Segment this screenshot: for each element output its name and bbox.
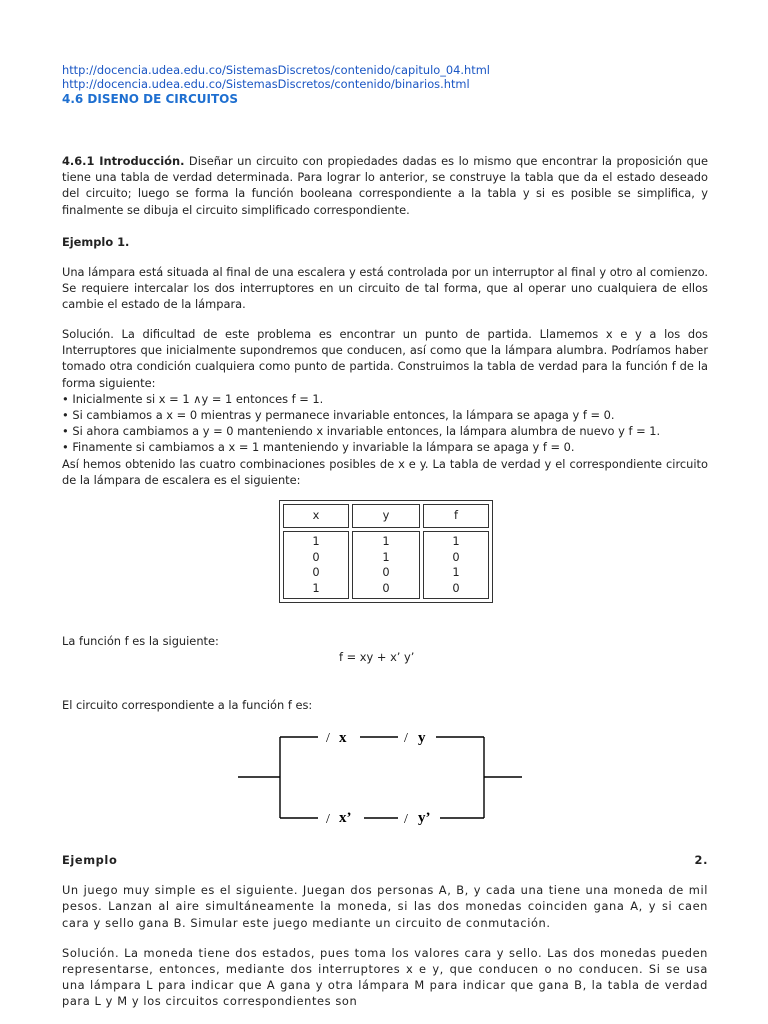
link-capitulo-04[interactable]: http://docencia.udea.edu.co/SistemasDiscretos/contenido/capitulo_04.html	[62, 63, 490, 77]
table-cell: 0	[382, 565, 390, 579]
table-cell: 1	[452, 534, 460, 548]
table-cell: 1	[312, 534, 320, 548]
header-links	[62, 63, 490, 106]
example2-title-word: Ejemplo	[62, 853, 118, 867]
example1-title: Ejemplo 1.	[62, 235, 130, 249]
circuit-intro: El circuito correspondiente a la función f es:	[62, 698, 313, 712]
table-header-y: y	[352, 504, 420, 528]
switch-mark: /	[404, 731, 408, 746]
function-intro: La función f es la siguiente:	[62, 634, 219, 648]
table-column-x	[283, 531, 349, 599]
intro-paragraph	[62, 153, 708, 218]
switch-mark: /	[326, 731, 330, 746]
bullet-2: • Si cambiamos a x = 0 mientras y permanece invariable entonces, la lámpara se apaga y f = 0.	[62, 408, 615, 423]
truth-table	[279, 500, 493, 603]
example2-statement: Un juego muy simple es el siguiente. Juegan dos personas A, B, y cada una tiene una moneda de mil pesos. Lanzan al aire simultáneamente la moneda, si las dos monedas coinciden gana A, y si caen cara y sello gana B. Simular este juego mediante un circuito de conmutación.	[62, 883, 708, 930]
table-cell: 0	[452, 580, 460, 595]
table-cell: 1	[312, 580, 320, 595]
table-cell: 1	[452, 565, 460, 579]
intro-label: 4.6.1 Introducción.	[62, 154, 185, 168]
switch-y-label: y	[418, 730, 426, 746]
table-cell: 0	[312, 549, 320, 564]
example1-solution-block	[62, 326, 708, 488]
table-column-f	[423, 531, 489, 599]
bullet-3: • Si ahora cambiamos a y = 0 manteniendo x invariable entonces, la lámpara alumbra de nuevo y f = 1.	[62, 424, 661, 439]
bullet-1: • Inicialmente si x = 1 ∧y = 1 entonces f = 1.	[62, 391, 324, 406]
example1-statement: Una lámpara está situada al final de una escalera y está controlada por un interruptor al final y otro al comienzo. Se requiere intercalar los dos interruptores en un circuito de tal forma, que al operar uno cualquiera de ellos cambie el estado de la lámpara.	[62, 265, 709, 312]
intro-text: Diseñar un circuito con propiedades dadas es lo mismo que encontrar la proposición que tiene una tabla de verdad determinada. Para lograr lo anterior, se construye la tabla que da el estado deseado del circuito; luego se forma la función booleana correspondiente a la tabla y si es posible se simplifica, y finalmente se dibuja el circuito simplificado correspondiente.	[62, 154, 708, 217]
bullet-4: • Finamente si cambiamos a x = 1 manteniendo y invariable la lámpara se apaga y f = 0.	[62, 440, 575, 455]
table-cell: 0	[382, 580, 390, 595]
example2-title	[62, 852, 708, 868]
example2-title-number: 2.	[694, 853, 708, 867]
table-cell: 1	[382, 534, 390, 548]
circuit-diagram	[236, 724, 526, 838]
section-title: 4.6 DISENO DE CIRCUITOS	[62, 92, 239, 106]
table-cell: 1	[382, 549, 390, 564]
table-header-f: f	[423, 504, 489, 528]
switch-y-prime-label: y’	[418, 810, 431, 826]
switch-mark: /	[326, 812, 330, 827]
function-equation: f = xy + x’ y’	[339, 650, 415, 664]
switch-mark: /	[404, 812, 408, 827]
table-header-x: x	[283, 504, 349, 528]
switch-x-prime-label: x’	[339, 810, 352, 826]
table-cell: 0	[312, 565, 320, 579]
example2-solution: Solución. La moneda tiene dos estados, pues toma los valores cara y sello. Las dos monedas pueden representarse, entonces, mediante dos interruptores x e y, que conducen o no conducen. Si se usa una lámpara L para indicar que A gana y otra lámpara M para indicar que gana B, la tabla de verdad para L y M y los circuitos correspondientes son	[62, 945, 708, 1009]
link-binarios[interactable]: http://docencia.udea.edu.co/SistemasDiscretos/contenido/binarios.html	[62, 77, 470, 91]
example1-conclusion: Así hemos obtenido las cuatro combinaciones posibles de x e y. La tabla de verdad y el correspondiente circuito de la lámpara de escalera es el siguiente:	[62, 456, 708, 487]
switch-x-label: x	[339, 730, 347, 746]
example2-section	[62, 852, 708, 1010]
table-column-y	[352, 531, 420, 599]
table-cell: 0	[452, 549, 460, 564]
example1-solution: Solución. La dificultad de este problema es encontrar un punto de partida. Llamemos x e y a los dos Interruptores que inicialmente supondremos que conducen, así como que la lámpara alumbra. Podríamos haber tomado otra condición cualquiera como punto de partida. Construimos la tabla de verdad para la función f de la forma siguiente:	[62, 327, 708, 390]
